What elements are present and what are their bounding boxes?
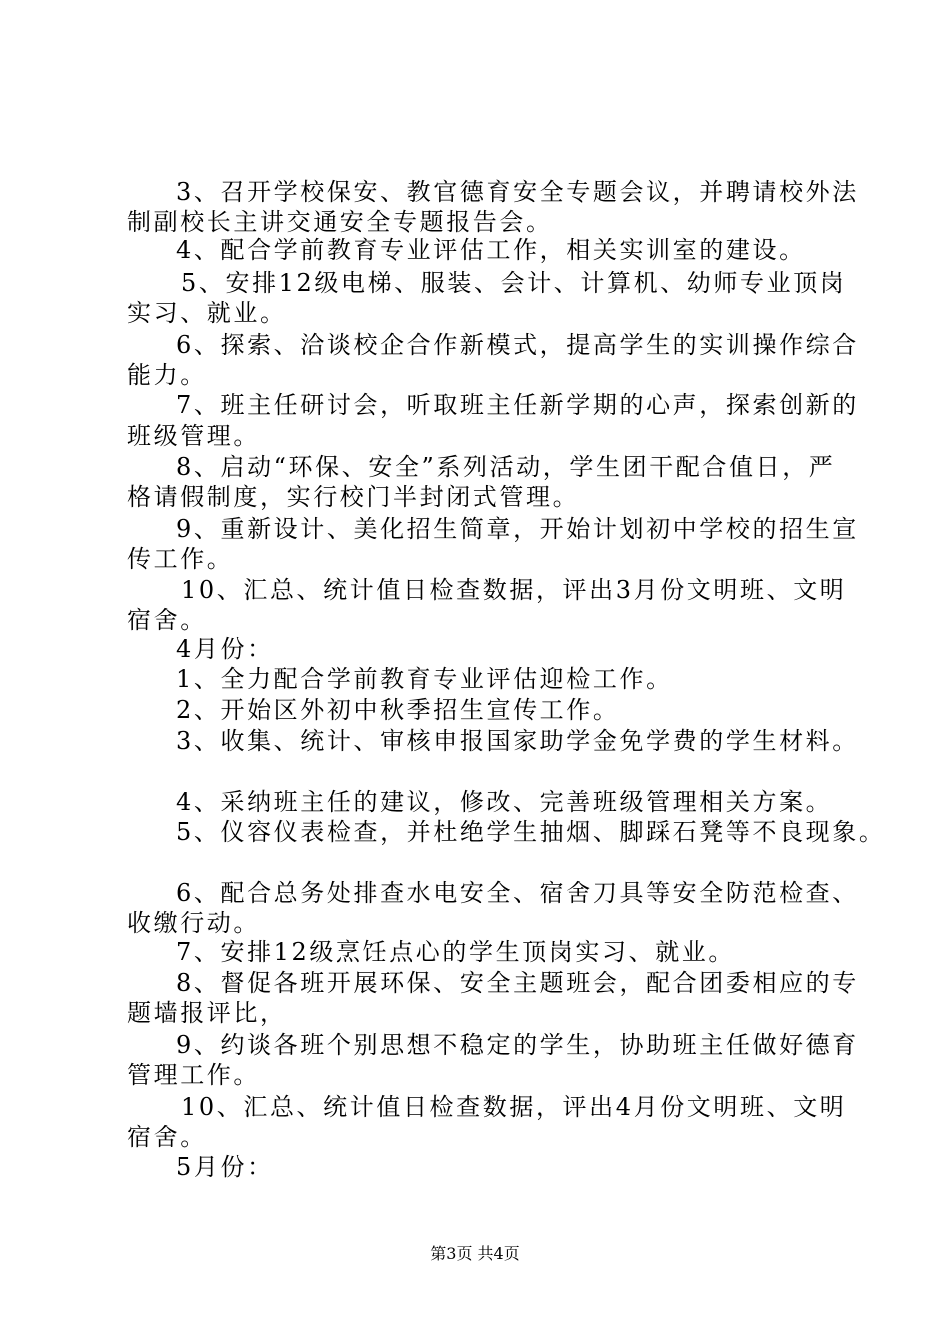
- section-heading: 5月份：: [176, 1153, 274, 1181]
- paragraph-line: 3、收集、统计、审核申报国家助学金免学费的学生材料。: [176, 727, 859, 755]
- paragraph-line: 1、全力配合学前教育专业评估迎检工作。: [176, 665, 673, 693]
- page-footer: 第3页 共4页: [430, 1244, 520, 1263]
- paragraph-line: 能力。: [127, 361, 207, 389]
- paragraph-line: 传工作。: [127, 545, 234, 573]
- paragraph-line: 宿舍。: [127, 1123, 207, 1151]
- paragraph-line: 5、安排12级电梯、服装、会计、计算机、幼师专业顶岗: [181, 269, 847, 297]
- paragraph-line: 5、仪容仪表检查，并杜绝学生抽烟、脚踩石凳等不良现象。: [176, 818, 886, 846]
- paragraph-line: 8、启动“环保、安全”系列活动，学生团干配合值日，严: [176, 453, 836, 481]
- paragraph-line: 8、督促各班开展环保、安全主题班会，配合团委相应的专: [176, 969, 859, 997]
- paragraph-line: 10、汇总、统计值日检查数据，评出4月份文明班、文明: [181, 1093, 847, 1121]
- paragraph-line: 10、汇总、统计值日检查数据，评出3月份文明班、文明: [181, 576, 847, 604]
- paragraph-line: 管理工作。: [127, 1061, 260, 1089]
- paragraph-line: 9、重新设计、美化招生简章，开始计划初中学校的招生宣: [176, 515, 859, 543]
- paragraph-line: 实习、就业。: [127, 299, 287, 327]
- paragraph-line: 6、配合总务处排查水电安全、宿舍刀具等安全防范检查、: [176, 879, 859, 907]
- paragraph-line: 6、探索、洽谈校企合作新模式，提高学生的实训操作综合: [176, 331, 859, 359]
- paragraph-line: 4、采纳班主任的建议，修改、完善班级管理相关方案。: [176, 788, 833, 816]
- paragraph-line: 宿舍。: [127, 606, 207, 634]
- paragraph-line: 7、安排12级烹饪点心的学生顶岗实习、就业。: [176, 938, 736, 966]
- paragraph-line: 格请假制度，实行校门半封闭式管理。: [127, 483, 580, 511]
- paragraph-line: 制副校长主讲交通安全专题报告会。: [127, 208, 553, 236]
- paragraph-line: 4、配合学前教育专业评估工作，相关实训室的建设。: [176, 236, 806, 264]
- section-heading: 4月份：: [176, 635, 274, 663]
- paragraph-line: 7、班主任研讨会，听取班主任新学期的心声，探索创新的: [176, 391, 859, 419]
- paragraph-line: 收缴行动。: [127, 909, 260, 937]
- paragraph-line: 2、开始区外初中秋季招生宣传工作。: [176, 696, 620, 724]
- paragraph-line: 题墙报评比，: [127, 999, 287, 1027]
- paragraph-line: 班级管理。: [127, 422, 260, 450]
- paragraph-line: 9、约谈各班个别思想不稳定的学生，协助班主任做好德育: [176, 1031, 859, 1059]
- paragraph-line: 3、召开学校保安、教官德育安全专题会议，并聘请校外法: [176, 178, 859, 206]
